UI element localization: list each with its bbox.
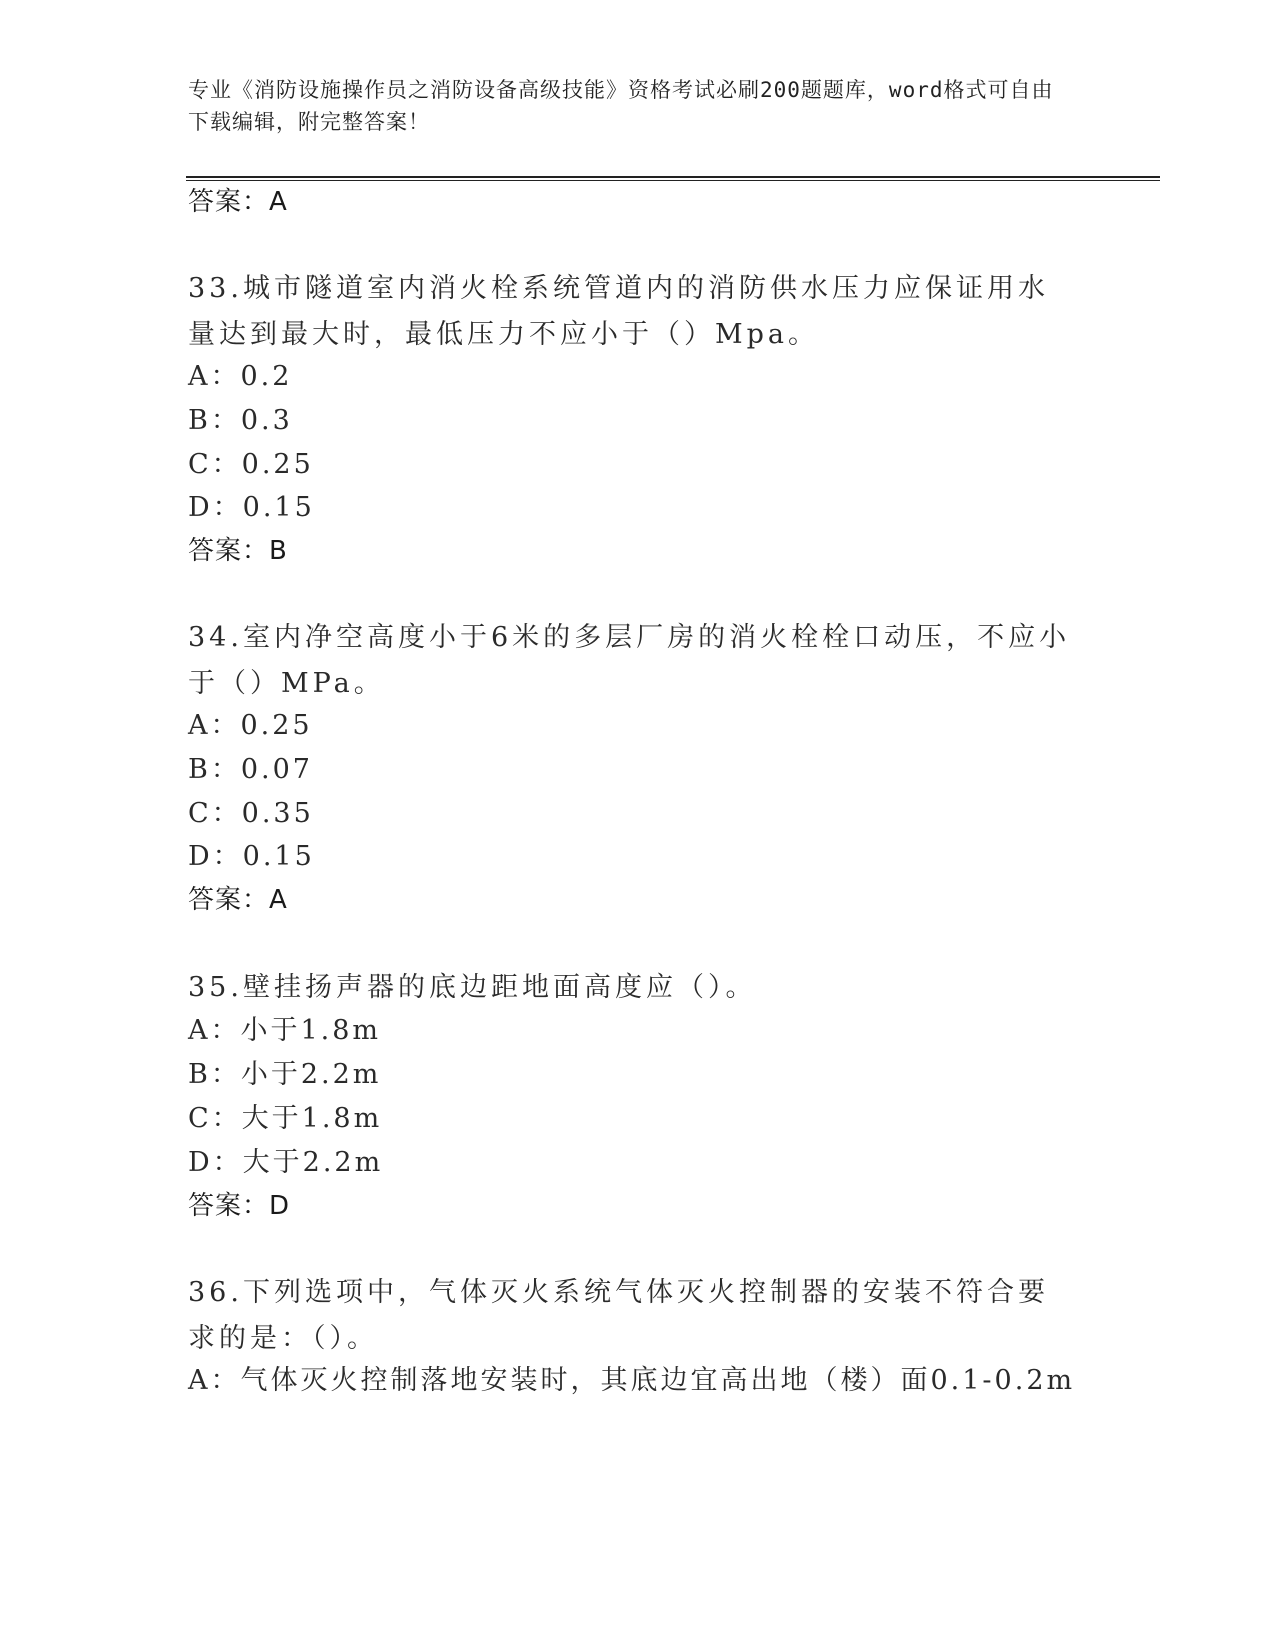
question-34-option-b: B：0.07: [188, 754, 313, 785]
question-36-stem: 36.下列选项中，气体灭火系统气体灭火控制器的安装不符合要求的是：（）。: [188, 1277, 1049, 1354]
question-34-option-a: A：0.25: [188, 710, 313, 741]
question-36-option-a: A：气体灭火控制落地安装时，其底边宜高出地（楼）面0.1-0.2m: [188, 1365, 1076, 1396]
answer-previous: 答案：A: [188, 187, 288, 217]
question-35-option-d: D：大于2.2m: [188, 1147, 384, 1178]
question-33-option-a: A：0.2: [188, 361, 293, 392]
question-35-option-a: A：小于1.8m: [188, 1015, 382, 1046]
question-35-stem: 35.壁挂扬声器的底边距地面高度应（）。: [188, 972, 757, 1003]
question-34-option-c: C：0.35: [188, 798, 314, 829]
question-33-answer: 答案：B: [188, 536, 288, 566]
question-34-option-d: D：0.15: [188, 841, 315, 872]
question-33-option-d: D：0.15: [188, 492, 315, 523]
question-35-answer: 答案：D: [188, 1191, 291, 1221]
page-header-text: 专业《消防设施操作员之消防设备高级技能》资格考试必刷200题题库，word格式可自由下载编辑，附完整答案！: [188, 78, 1054, 134]
question-34-answer: 答案：A: [188, 885, 288, 915]
question-34-stem: 34.室内净空高度小于6米的多层厂房的消火栓栓口动压，不应小于（）MPa。: [188, 622, 1071, 699]
question-33-option-b: B：0.3: [188, 405, 293, 436]
question-33-option-c: C：0.25: [188, 449, 314, 480]
question-35-option-c: C：大于1.8m: [188, 1103, 383, 1134]
question-35-option-b: B：小于2.2m: [188, 1059, 382, 1090]
question-33-stem: 33.城市隧道室内消火栓系统管道内的消防供水压力应保证用水量达到最大时，最低压力不应小于（）Mpa。: [188, 273, 1049, 350]
header-divider: [186, 176, 1160, 181]
